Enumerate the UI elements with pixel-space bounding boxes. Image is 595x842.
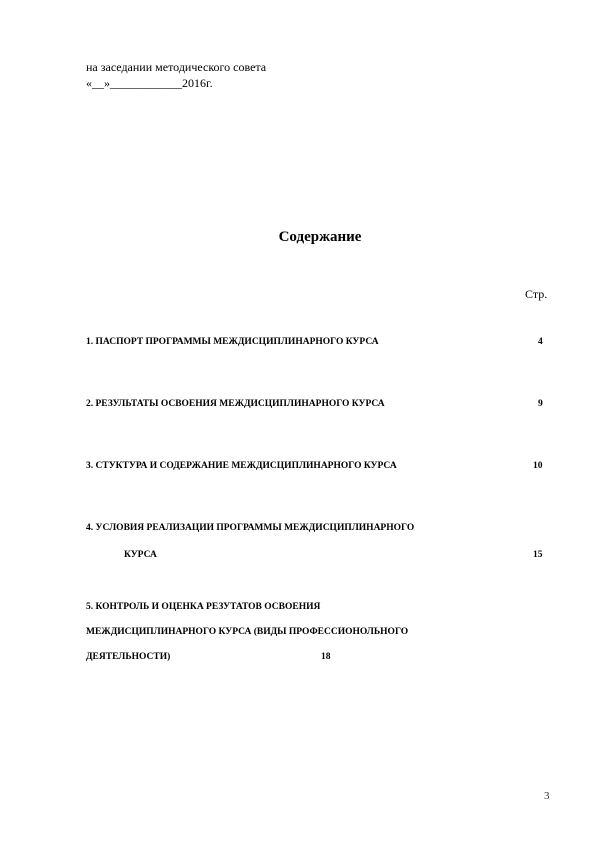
toc-entry-2-title: 2. РЕЗУЛЬТАТЫ ОСВОЕНИЯ МЕЖДИСЦИПЛИНАРНОГО КУРСА bbox=[86, 399, 385, 409]
toc-entry-5-title-line-3: ДЕЯТЕЛЬНОСТИ) bbox=[86, 652, 171, 662]
approval-line-date: «__»____________2016г. bbox=[86, 76, 213, 90]
toc-entry-3-title: 3. СТУКТУРА И СОДЕРЖАНИЕ МЕЖДИСЦИПЛИНАРНОГО КУРСА bbox=[86, 461, 397, 471]
toc-entry-5-title-line-1: 5. КОНТРОЛЬ И ОЦЕНКА РЕЗУТАТОВ ОСВОЕНИЯ bbox=[86, 602, 321, 612]
approval-block bbox=[86, 59, 266, 91]
toc-page-column-header: Стр. bbox=[525, 287, 548, 301]
page-number: 3 bbox=[544, 790, 550, 802]
toc-entry-5-page: 18 bbox=[321, 652, 331, 662]
toc-entry-4-title-line-1: 4. УСЛОВИЯ РЕАЛИЗАЦИИ ПРОГРАММЫ МЕЖДИСЦИПЛИНАРНОГО bbox=[86, 523, 415, 533]
toc-entry-1-title: 1. ПАСПОРТ ПРОГРАММЫ МЕЖДИСЦИПЛИНАРНОГО КУРСА bbox=[86, 337, 379, 347]
toc-entry-5-title-line-2: МЕЖДИСЦИПЛИНАРНОГО КУРСА (ВИДЫ ПРОФЕССИОНОЛЬНОГО bbox=[86, 627, 409, 637]
toc-title: Содержание bbox=[278, 229, 362, 245]
toc-entry-2-page: 9 bbox=[538, 399, 543, 409]
toc-entry-4-title-line-2: КУРСА bbox=[124, 550, 157, 560]
toc-entry-1-page: 4 bbox=[538, 337, 543, 347]
toc-entry-3-page: 10 bbox=[533, 461, 543, 471]
approval-line-council: на заседании методического совета bbox=[86, 60, 267, 74]
toc-entry-4-page: 15 bbox=[533, 550, 543, 560]
